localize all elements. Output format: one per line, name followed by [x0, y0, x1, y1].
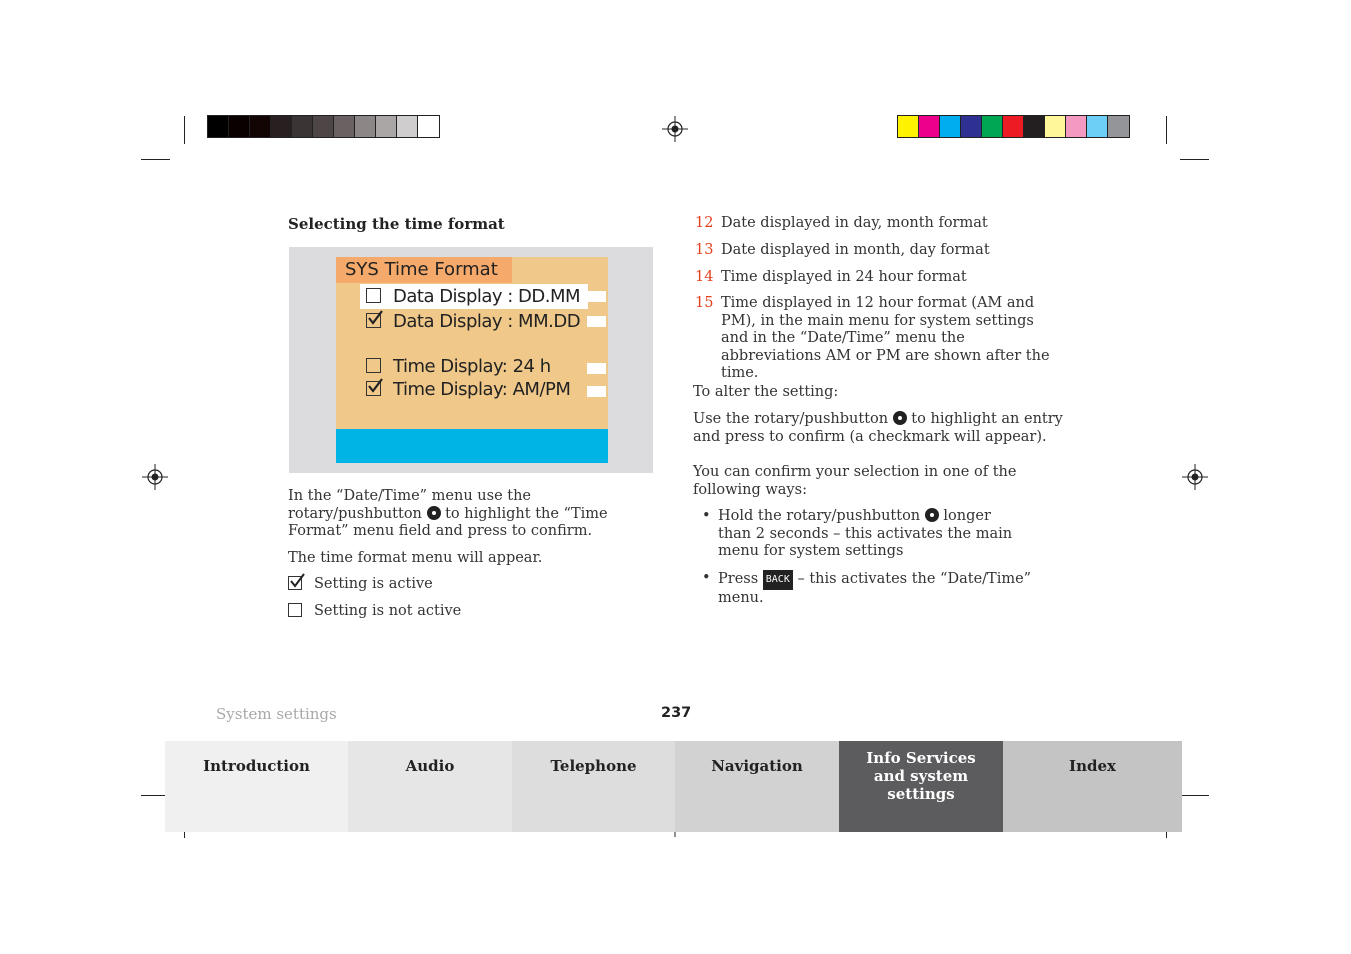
screen-row	[366, 379, 570, 400]
instruction-paragraph: The time format menu will appear.	[288, 550, 543, 566]
section-heading: Selecting the time format	[288, 215, 505, 233]
tab-audio[interactable]: Audio	[348, 741, 512, 832]
confirm-intro: You can confirm your selection in one of the following ways:	[693, 464, 1017, 498]
rotary-knob-icon	[427, 506, 441, 520]
color-swatch	[418, 116, 439, 137]
color-swatch	[313, 116, 334, 137]
alter-text: Use the rotary/pushbutton	[693, 411, 893, 427]
color-swatch	[898, 116, 919, 137]
crop-mark	[1180, 795, 1209, 796]
back-key-icon: BACK	[763, 570, 793, 590]
footer-section-label: System settings	[216, 705, 337, 723]
checked-box-icon	[366, 313, 381, 328]
color-swatch	[208, 116, 229, 137]
bullet-text: Hold the rotary/pushbutton	[718, 508, 925, 524]
checked-box-icon	[366, 381, 381, 396]
screen-title: SYS Time Format	[336, 257, 512, 283]
screen-row	[366, 356, 551, 377]
registration-mark-icon	[662, 116, 688, 142]
empty-box-icon	[366, 288, 381, 303]
tab-index[interactable]: Index	[1003, 741, 1182, 832]
empty-box-icon	[366, 358, 381, 373]
callout-tag	[587, 363, 606, 374]
item-text: Date displayed in day, month format	[721, 215, 988, 231]
empty-box-icon	[288, 603, 302, 617]
color-swatch	[376, 116, 397, 137]
numbered-item	[695, 215, 1075, 233]
item-number: 13	[695, 242, 714, 258]
page-number: 237	[661, 705, 692, 721]
legend-item-active	[288, 576, 433, 594]
screen-row-label: Data Display : DD.MM	[393, 286, 581, 307]
color-swatch	[397, 116, 418, 137]
numbered-item	[695, 242, 1075, 260]
item-number: 15	[695, 295, 714, 311]
item-text: Date displayed in month, day format	[721, 242, 990, 258]
screen-row-label: Time Display: 24 h	[393, 356, 551, 377]
color-swatch	[1003, 116, 1024, 137]
rotary-knob-icon	[925, 508, 939, 522]
color-swatch	[1024, 116, 1045, 137]
item-number: 12	[695, 215, 714, 231]
color-calibration-bar	[897, 115, 1130, 138]
color-swatch	[355, 116, 376, 137]
legend-label: Setting is not active	[314, 603, 462, 619]
bullet-text: longer than 2 seconds – this activates the main menu for system settings	[718, 508, 1013, 559]
chapter-tabs	[165, 741, 1182, 832]
screen-row-label: Data Display : MM.DD	[393, 311, 581, 332]
registration-mark-icon	[142, 464, 168, 490]
alter-heading: To alter the setting:	[693, 384, 839, 400]
crop-mark	[1166, 116, 1167, 144]
color-swatch	[961, 116, 982, 137]
tab-navigation[interactable]: Navigation	[675, 741, 839, 832]
bullet-mark: •	[702, 508, 711, 524]
bullet-mark: •	[702, 570, 711, 586]
color-swatch	[982, 116, 1003, 137]
color-swatch	[1087, 116, 1108, 137]
time-format-screen	[336, 257, 608, 463]
tab-telephone[interactable]: Telephone	[512, 741, 675, 832]
callout-tag	[587, 386, 606, 397]
crop-mark	[141, 159, 170, 160]
instruction-text: to highlight the “Time Format” menu field and press to confirm.	[288, 505, 608, 539]
screen-row	[366, 286, 580, 307]
color-swatch	[1108, 116, 1129, 137]
bullet-text: – this activates the “Date/Time” menu.	[718, 571, 1032, 606]
item-number: 14	[695, 269, 714, 285]
item-text: Time displayed in 12 hour format (AM and PM), in the main menu for system settings and in the “Date/Time” menu the abbreviations AM or PM are shown after the time.	[721, 295, 1050, 381]
color-swatch	[250, 116, 271, 137]
rotary-knob-icon	[893, 411, 907, 425]
color-swatch	[292, 116, 313, 137]
legend-label: Setting is active	[314, 576, 433, 592]
color-swatch	[1045, 116, 1066, 137]
numbered-item	[695, 295, 1065, 383]
legend-item-inactive	[288, 603, 461, 621]
numbered-item	[695, 269, 1075, 287]
item-text: Time displayed in 24 hour format	[721, 269, 967, 285]
callout-tag	[587, 316, 606, 327]
tab-info-services[interactable]: Info Services and system settings	[839, 741, 1003, 832]
color-swatch	[940, 116, 961, 137]
callout-tag	[587, 291, 606, 302]
instruction-text: In the “Date/Time” menu use the rotary/pushbutton	[288, 488, 532, 522]
color-swatch	[334, 116, 355, 137]
crop-mark	[184, 116, 185, 144]
color-swatch	[1066, 116, 1087, 137]
color-swatch	[271, 116, 292, 137]
crop-mark	[1180, 159, 1209, 160]
screen-status-bar	[336, 429, 608, 463]
alter-text: to highlight an entry and press to confirm (a checkmark will appear).	[693, 411, 1063, 445]
screen-row-label: Time Display: AM/PM	[393, 379, 571, 400]
color-swatch	[229, 116, 250, 137]
bullet-item	[702, 570, 1072, 607]
screen-row	[366, 311, 580, 332]
checked-box-icon	[288, 576, 302, 590]
bullet-item	[702, 508, 1072, 561]
alter-paragraph	[693, 411, 1068, 446]
color-swatch	[919, 116, 940, 137]
gray-calibration-bar	[207, 115, 440, 138]
registration-mark-icon	[1182, 464, 1208, 490]
instruction-paragraph	[288, 488, 658, 541]
tab-introduction[interactable]: Introduction	[165, 741, 348, 832]
bullet-text: Press	[718, 571, 763, 587]
